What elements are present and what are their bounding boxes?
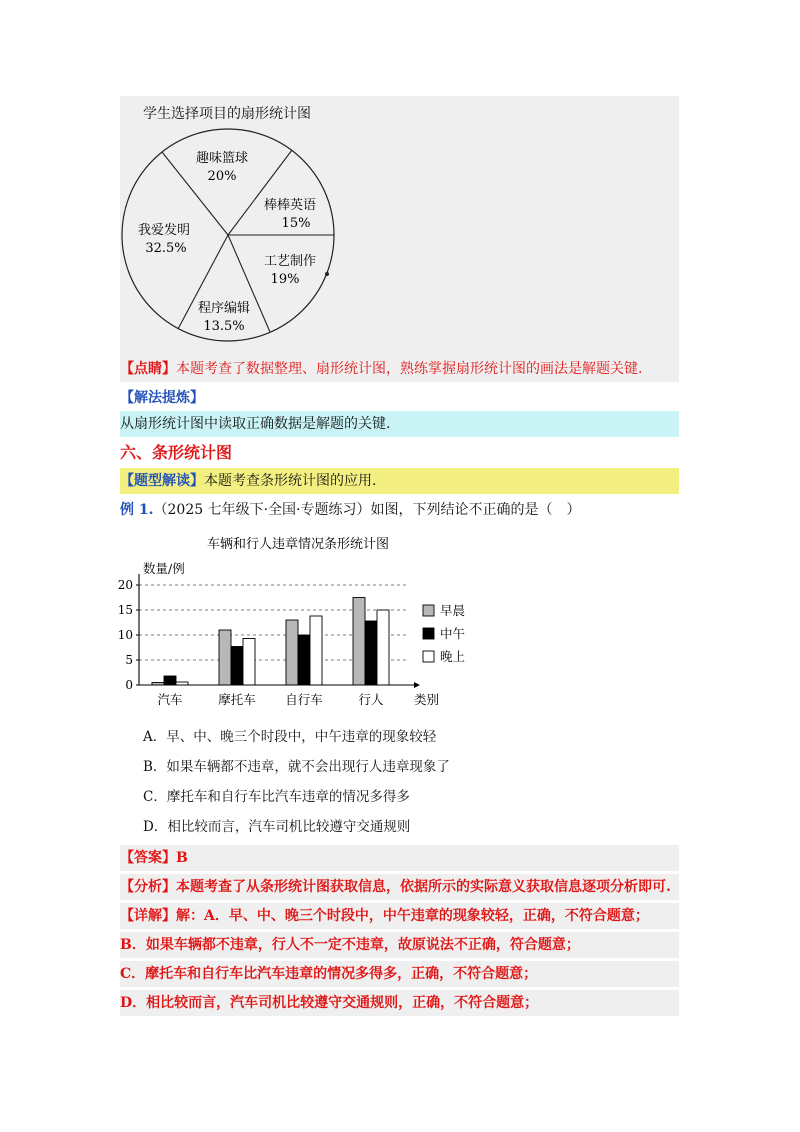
bar	[310, 616, 322, 685]
pie-dot	[325, 272, 329, 276]
example-source: （2025 七年级下·全国·专题练习）如图，下列结论不正确的是（ ）	[153, 502, 581, 518]
bar	[298, 635, 310, 685]
detail-tag: 【详解】	[120, 908, 176, 924]
answer-tag: 【答案】	[120, 850, 176, 866]
x-tick-label: 行人	[358, 692, 384, 707]
legend-label: 中午	[440, 626, 466, 641]
y-axis-label: 数量/例	[143, 561, 185, 576]
pie-divider	[228, 235, 270, 332]
example-line	[120, 497, 580, 523]
analysis-line	[120, 874, 679, 900]
option-d: D．相比较而言，汽车司机比较遵守交通规则	[143, 819, 411, 835]
detail-line-d: D．相比较而言，汽车司机比较遵守交通规则，正确，不符合题意；	[120, 990, 679, 1016]
legend-label: 晚上	[440, 649, 466, 664]
legend-swatch	[423, 651, 434, 662]
dianjing-tag: 【点睛】	[120, 361, 176, 377]
tixing-line	[120, 468, 679, 494]
legend-label: 早晨	[440, 603, 466, 618]
tixing-text: 本题考查条形统计图的应用.	[204, 473, 377, 489]
dianjing-line	[120, 356, 679, 382]
slice-label: 趣味篮球	[195, 151, 249, 166]
slice-label: 棒棒英语	[263, 198, 317, 213]
answer-text: B	[176, 850, 188, 866]
detail-line-c: C．摩托车和自行车比汽车违章的情况多得多，正确，不符合题意；	[120, 961, 679, 987]
slice-label: 程序编辑	[197, 301, 251, 316]
chart-title: 车辆和行人违章情况条形统计图	[206, 537, 390, 552]
jiefa-text: 从扇形统计图中读取正确数据是解题的关键.	[120, 411, 679, 437]
y-tick-label: 15	[118, 603, 133, 617]
y-tick-label: 0	[125, 678, 133, 692]
x-axis-arrow	[414, 682, 420, 688]
bar	[243, 639, 255, 686]
slice-percent: 32.5%	[145, 241, 187, 256]
jiefa-tag: 【解法提炼】	[120, 390, 204, 406]
bar	[365, 621, 377, 685]
analysis-text: 本题考查了从条形统计图获取信息，依据所示的实际意义获取信息逐项分析即可.	[176, 879, 671, 895]
slice-percent: 20%	[207, 169, 237, 184]
y-tick-label: 10	[118, 628, 133, 642]
dianjing-text: 本题考查了数据整理、扇形统计图，熟练掌握扇形统计图的画法是解题关键.	[176, 361, 643, 377]
bar	[231, 647, 243, 686]
detail-line	[120, 903, 679, 929]
legend-swatch	[423, 605, 434, 616]
slice-percent: 13.5%	[203, 319, 245, 334]
bar	[164, 676, 176, 685]
slice-percent: 15%	[281, 216, 311, 231]
option-b: B．如果车辆都不违章，就不会出现行人违章现象了	[143, 759, 450, 775]
y-tick-label: 20	[118, 578, 133, 592]
detail-text: 解：A．早、中、晚三个时段中，中午违章的现象较轻，正确，不符合题意；	[176, 908, 649, 924]
answer-line	[120, 845, 679, 871]
slice-label: 我爱发明	[137, 223, 191, 238]
x-axis-label: 类别	[414, 692, 440, 707]
example-label: 例 1.	[120, 502, 154, 518]
pie-chart-title: 学生选择项目的扇形统计图	[143, 106, 311, 122]
bar-chart	[118, 532, 478, 712]
x-tick-label: 摩托车	[218, 692, 256, 707]
y-tick-label: 5	[125, 653, 133, 667]
bar	[219, 630, 231, 685]
x-tick-label: 自行车	[285, 692, 323, 707]
tixing-tag: 【题型解读】	[120, 473, 204, 489]
bar	[377, 610, 389, 685]
x-tick-label: 汽车	[157, 692, 183, 707]
bar	[353, 598, 365, 686]
legend-swatch	[423, 628, 434, 639]
slice-percent: 19%	[270, 272, 300, 287]
option-a: A．早、中、晚三个时段中，中午违章的现象较轻	[143, 729, 437, 745]
option-c: C．摩托车和自行车比汽车违章的情况多得多	[143, 789, 410, 805]
detail-line-b: B．如果车辆都不违章，行人不一定不违章，故原说法不正确，符合题意；	[120, 932, 679, 958]
slice-label: 工艺制作	[263, 254, 317, 269]
bar	[286, 620, 298, 685]
analysis-tag: 【分析】	[120, 879, 176, 895]
section-title: 六、条形统计图	[120, 443, 233, 462]
pie-chart	[118, 128, 348, 348]
